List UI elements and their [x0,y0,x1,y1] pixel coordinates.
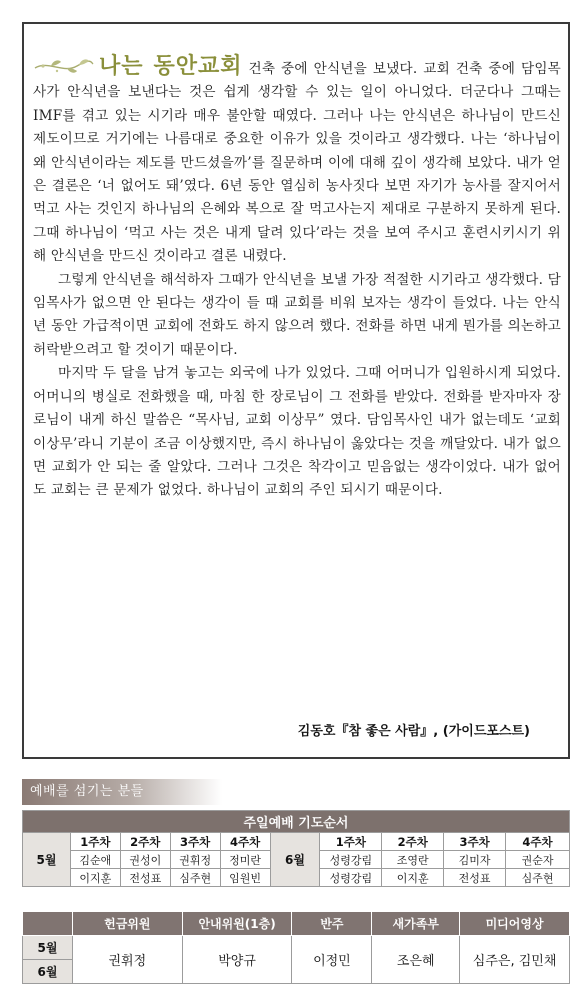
week-header: 2주차 [382,833,444,851]
duty-header: 새가족부 [372,912,460,936]
article-title: 나는 동안교회 [99,54,243,79]
table-cell: 성령강림 [320,851,382,869]
duty-header: 반주 [292,912,372,936]
table-cell: 심주은, 김민채 [460,936,570,984]
table-cell: 정미란 [220,851,270,869]
article-body [33,54,561,503]
table-cell: 조은혜 [372,936,460,984]
table-cell: 성령강림 [320,869,382,887]
table-cell: 이지훈 [70,869,120,887]
table-cell: 전성표 [120,869,170,887]
duty-header: 안내위원(1층) [182,912,292,936]
prayer-order-table [22,810,570,887]
table-cell: 권성이 [120,851,170,869]
table-cell: 박양규 [182,936,292,984]
duty-header: 헌금위원 [72,912,182,936]
week-header: 4주차 [220,833,270,851]
table-cell: 전성표 [444,869,506,887]
week-header: 3주차 [170,833,220,851]
week-header: 2주차 [120,833,170,851]
week-header: 1주차 [70,833,120,851]
article-paragraph-3: 마지막 두 달을 남겨 놓고는 외국에 나가 있었다. 그때 어머니가 입원하시게 되었다. 어머니의 병실로 전화했을 때, 마침 한 장로님이 그 전화를 받았다. 전화를 받자마자 장로님이 내게 하신 말씀은 “목사님, 교회 이상무” 였다. 담임목사인 내가 없는데도 ‘교회 이상무’라니 기분이 조금 이상했지만, 즉시 하나님이 옳았다는 것을 깨달았다. 내가 없으면 교회가 안 되는 줄 알았다. 그러나 그것은 착각이고 믿음없는 생각이었다. 내가 없어도 교회는 큰 문제가 없었다. 하나님이 교회의 주인 되시기 때문이다. [33,365,561,499]
table-cell: 김미자 [444,851,506,869]
table-row [23,936,570,960]
table-corner [23,912,73,936]
table-cell: 권순자 [506,851,570,869]
article-signature: 김동호『참 좋은 사람』, (가이드포스트) [297,724,530,739]
leaf-ornament-icon [33,54,95,76]
table-cell: 권휘정 [72,936,182,984]
month-label-june: 6월 [270,833,320,887]
table-cell: 이지훈 [382,869,444,887]
week-header: 1주차 [320,833,382,851]
article-paragraph-2: 그렇게 안식년을 해석하자 그때가 안식년을 보낼 가장 적절한 시기라고 생각했다. 담임목사가 없으면 안 된다는 생각이 들 때 교회를 비워 보자는 생각이 들었다. 나는 안식년 동안 가급적이면 교회에 전화도 하지 않으려 했다. 전화를 하면 내게 뭔가를 의논하고 허락받으려고 할 것이기 때문이다. [33,271,562,358]
table-cell: 권휘정 [170,851,220,869]
table-cell: 조영란 [382,851,444,869]
table-cell: 김순애 [70,851,120,869]
week-header: 3주차 [444,833,506,851]
month-label: 6월 [23,960,73,984]
table-cell: 심주현 [506,869,570,887]
prayer-order-caption: 주일예배 기도순서 [23,811,570,833]
article-paragraph-1 [33,54,561,269]
table-cell: 이정민 [292,936,372,984]
section-title: 예배를 섬기는 분들 [22,779,222,805]
week-header: 4주차 [506,833,570,851]
article-box [22,22,570,759]
month-label-may: 5월 [23,833,71,887]
month-label: 5월 [23,936,73,960]
table-cell: 심주현 [170,869,220,887]
duty-header: 미디어영상 [460,912,570,936]
table-cell: 임원빈 [220,869,270,887]
article-paragraph-1-text: 건축 중에 안식년을 보냈다. 교회 건축 중에 담임목사가 안식년을 보낸다는 것은 쉽게 생각할 수 있는 일이 아니었다. 더군다나 그때는 IMF를 겪고 있는 시기라 매우 불안할 때였다. 그러나 나는 안식년은 하나님이 만드신 제도이므로 거기에는 나름대로 중요한 이유가 있을 것이라고 생각했다. 나는 ‘하나님이 왜 안식년이라는 제도를 만드셨을까’를 질문하며 이에 대해 깊이 생각해 보았다. 내가 얻은 결론은 ‘너 없어도 돼’였다. 6년 동안 열심히 농사짓다 보면 자기가 농사를 잘지어서 먹고 사는 것인지 하나님의 은혜와 복으로 잘 먹고사는지 제대로 구분하지 못하게 된다. 그때 하나님이 ‘먹고 사는 것은 내게 달려 있다’라는 것을 보여 주시고 훈련시키시기 위해 안식년을 만드신 것이라고 결론 내렸다. [33,61,561,265]
service-duty-table [22,911,570,984]
